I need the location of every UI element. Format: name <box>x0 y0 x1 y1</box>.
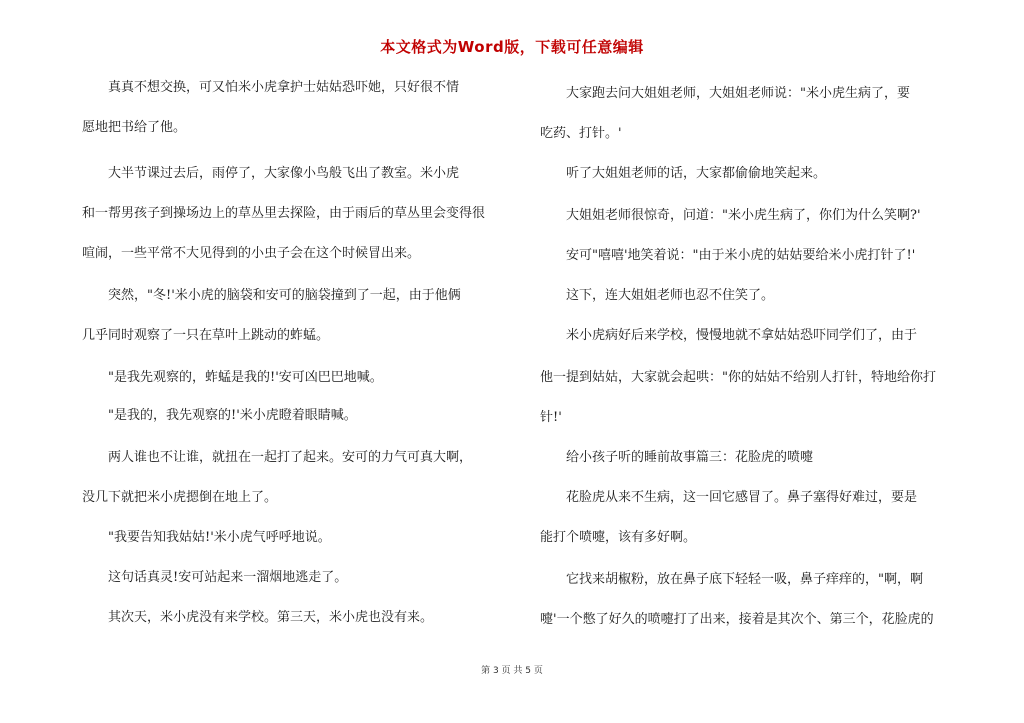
right-line: 能打个喷嚏，该有多好啊。 <box>540 530 697 545</box>
left-line: 其次天，米小虎没有来学校。第三天，米小虎也没有来。 <box>82 610 434 625</box>
left-line: "是我先观察的，蚱蜢是我的!'安可凶巴巴地喊。 <box>82 370 383 385</box>
left-line: 突然，"冬!'米小虎的脑袋和安可的脑袋撞到了一起，由于他俩 <box>82 288 461 303</box>
left-line: 这句话真灵!安可站起来一溜烟地逃走了。 <box>82 570 348 585</box>
left-line: 喧闹，一些平常不大见得到的小虫子会在这个时候冒出来。 <box>82 246 421 261</box>
left-line: 和一帮男孩子到操场边上的草丛里去探险，由于雨后的草丛里会变得很 <box>82 206 486 221</box>
right-line: 米小虎病好后来学校，慢慢地就不拿姑姑恐吓同学们了，由于 <box>540 328 918 343</box>
right-line: 花脸虎从来不生病，这一回它感冒了。鼻子塞得好难过，要是 <box>540 490 918 505</box>
right-line: 听了大姐姐老师的话，大家都偷偷地笑起来。 <box>540 166 827 181</box>
right-line: 针!' <box>540 410 562 425</box>
right-line: 大姐姐老师很惊奇，问道："米小虎生病了，你们为什么笑啊?' <box>540 208 921 223</box>
format-banner: 本文格式为Word版，下载可任意编辑 <box>380 38 644 56</box>
story-subtitle: 给小孩子听的睡前故事篇三：花脸虎的喷嚏 <box>540 450 814 465</box>
right-line: 他一提到姑姑，大家就会起哄："你的姑姑不给别人打针，特地给你打 <box>540 370 936 385</box>
left-line: 两人谁也不让谁，就扭在一起打了起来。安可的力气可真大啊， <box>82 450 473 465</box>
right-line: 它找来胡椒粉，放在鼻子底下轻轻一吸，鼻子痒痒的，"啊，啊 <box>540 572 923 587</box>
right-line: 这下，连大姐姐老师也忍不住笑了。 <box>540 288 775 303</box>
left-line: 愿地把书给了他。 <box>82 120 187 135</box>
page-number: 第 3 页 共 5 页 <box>481 666 543 676</box>
left-line: 真真不想交换，可又怕米小虎拿护士姑姑恐吓她，只好很不情 <box>82 80 460 95</box>
left-line: 几乎同时观察了一只在草叶上跳动的蚱蜢。 <box>82 328 330 343</box>
left-line: 没几下就把米小虎摁倒在地上了。 <box>82 490 278 505</box>
right-line: 嚏'一个憋了好久的喷嚏打了出来，接着是其次个、第三个，花脸虎的 <box>540 612 934 627</box>
left-line: "是我的，我先观察的!'米小虎瞪着眼睛喊。 <box>82 408 357 423</box>
right-line: 吃药、打针。' <box>540 126 622 141</box>
left-line: 大半节课过去后，雨停了，大家像小鸟般飞出了教室。米小虎 <box>82 166 460 181</box>
right-line: 安可"嘻嘻'地笑着说："由于米小虎的姑姑要给米小虎打针了!' <box>540 248 916 263</box>
right-line: 大家跑去问大姐姐老师，大姐姐老师说："米小虎生病了，要 <box>540 86 910 101</box>
left-line: "我要告知我姑姑!'米小虎气呼呼地说。 <box>82 530 331 545</box>
